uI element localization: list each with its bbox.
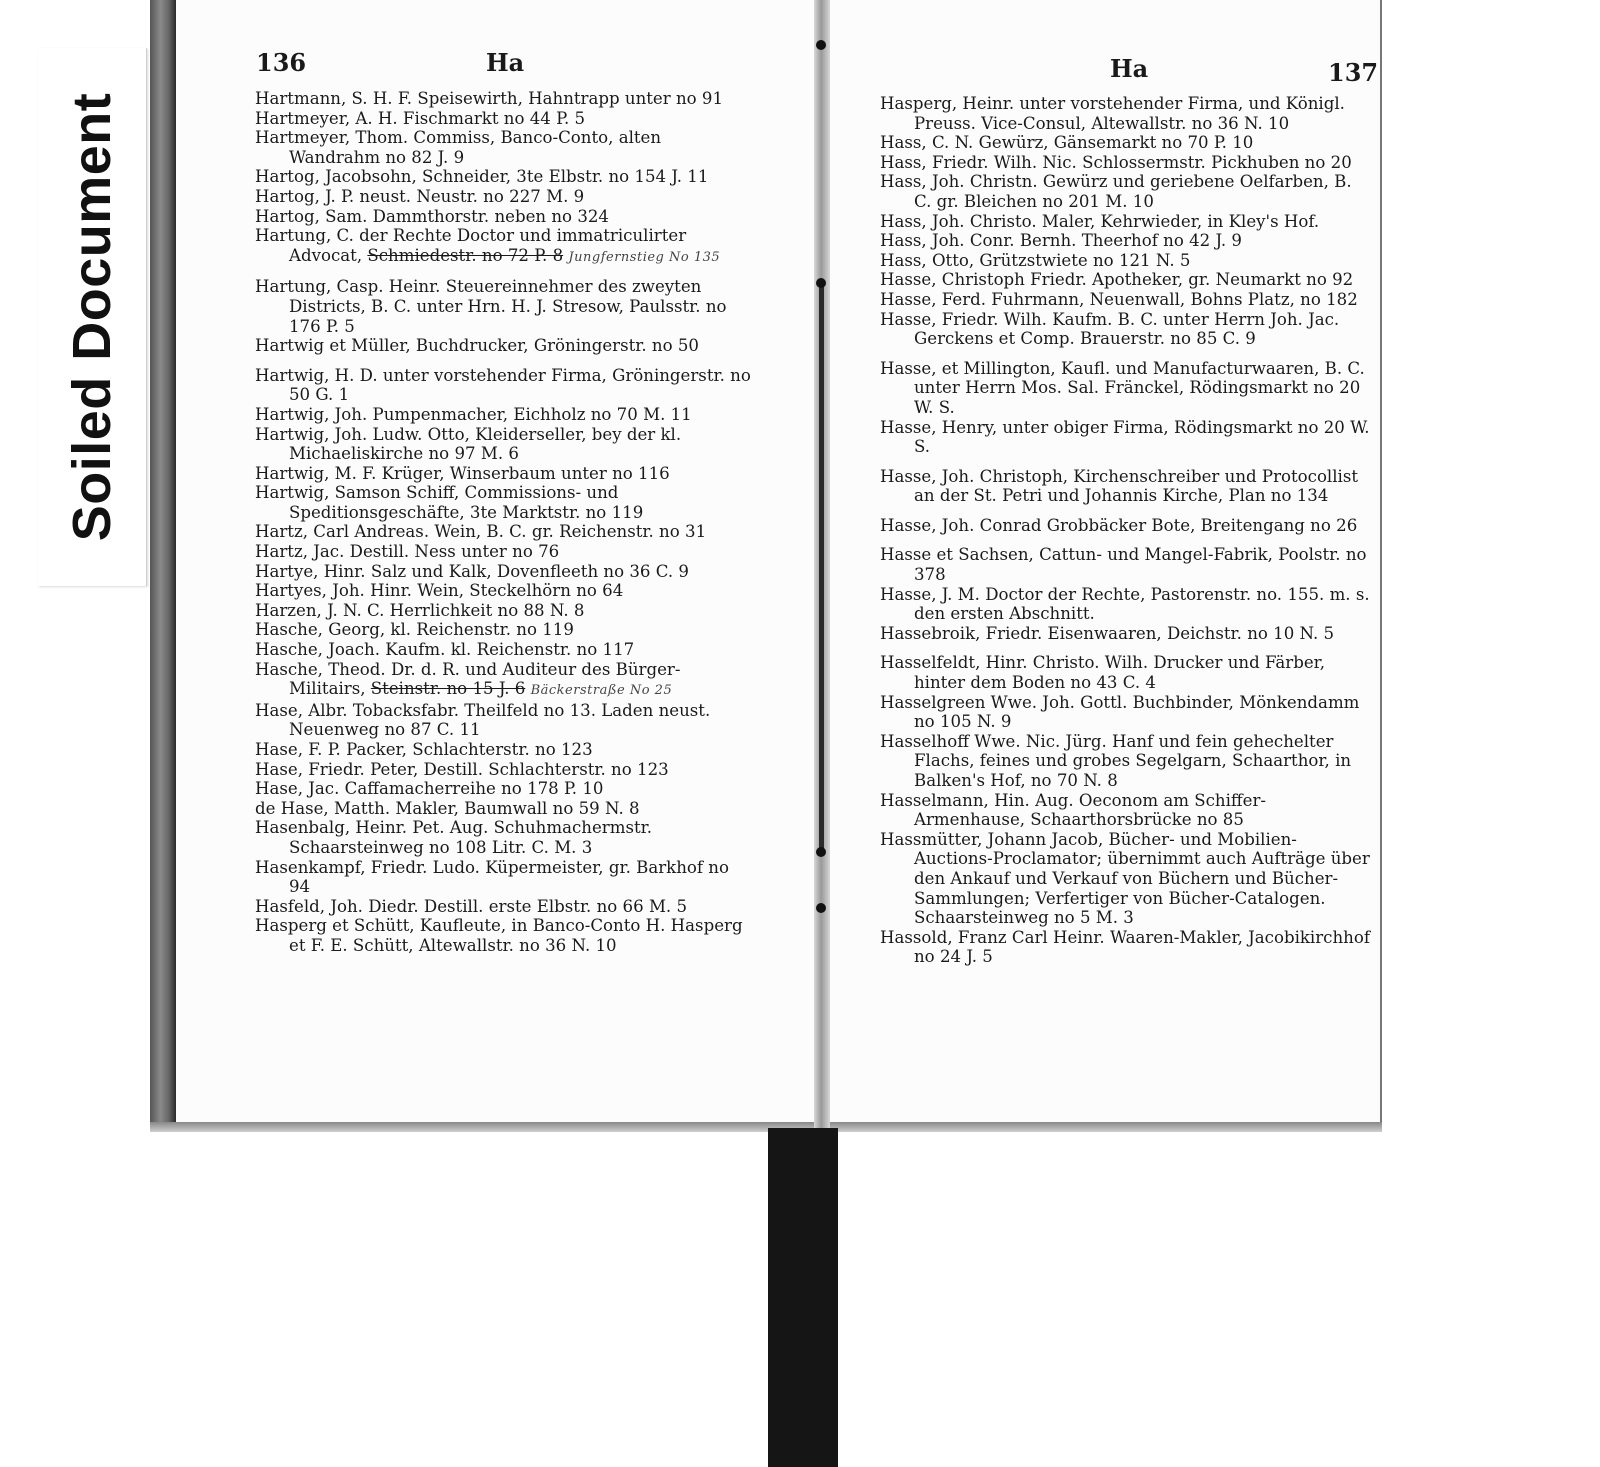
directory-entry <box>880 624 1370 644</box>
entry-text: Hartmann, S. H. F. Speisewirth, Hahntrapp unter no 91 <box>255 89 724 108</box>
entry-text: Hasenkampf, Friedr. Ludo. Küpermeister, gr. Barkhof no 94 <box>255 857 729 897</box>
entry-text: Hartwig et Müller, Buchdrucker, Gröningerstr. no 50 <box>255 336 699 356</box>
binding-knot <box>816 278 826 288</box>
struck-address: Steinstr. no 15 J. 6 <box>370 679 526 699</box>
directory-entry <box>880 791 1370 830</box>
entry-text: Hartwig, H. D. unter vorstehender Firma, Gröningerstr. no 50 G. 1 <box>255 365 751 405</box>
directory-entry <box>880 212 1370 232</box>
directory-entry <box>880 251 1370 271</box>
directory-entry <box>255 542 753 562</box>
bookmark-ribbon <box>768 1128 838 1467</box>
entry-text: Hasche, Joach. Kaufm. kl. Reichenstr. no 117 <box>255 640 635 660</box>
soiled-document-label <box>38 48 147 586</box>
entry-text: Hass, Joh. Christn. Gewürz und geriebene Oelfarben, B. C. gr. Bleichen no 201 M. 10 <box>880 172 1352 211</box>
entry-text: Hartwig, Joh. Ludw. Otto, Kleiderseller, bey der kl. Michaeliskirche no 97 M. 6 <box>255 424 682 464</box>
entry-text: Harzen, J. N. C. Herrlichkeit no 88 N. 8 <box>255 600 585 620</box>
entry-text: Hass, Friedr. Wilh. Nic. Schlossermstr. Pickhuben no 20 <box>880 152 1352 172</box>
entry-text: Hassebroik, Friedr. Eisenwaaren, Deichstr. no 10 N. 5 <box>880 623 1335 643</box>
directory-entry <box>880 231 1370 251</box>
binding-knot <box>816 903 826 913</box>
left-running-head: Ha <box>486 48 525 77</box>
entry-text: Hase, Albr. Tobacksfabr. Theilfeld no 13. Laden neust. Neuenweg no 87 C. 11 <box>255 700 711 740</box>
directory-entry <box>880 172 1370 211</box>
entry-text: Hasse, et Millington, Kaufl. und Manufacturwaaren, B. C. unter Herrn Mos. Sal. Fränckel, Rödingsmarkt no 20 W. S. <box>880 358 1365 417</box>
directory-entry <box>255 187 753 207</box>
entry-text: Hasselgreen Wwe. Joh. Gottl. Buchbinder, Mönkendamm no 105 N. 9 <box>880 692 1360 732</box>
directory-entry <box>255 522 753 542</box>
left-entries-list <box>255 89 753 956</box>
directory-entry <box>255 167 753 187</box>
directory-entry <box>255 226 753 267</box>
handwritten-note: Bäckerstraße No 25 <box>530 683 673 699</box>
directory-entry <box>880 653 1370 692</box>
entry-text: Hasse, Henry, unter obiger Firma, Rödingsmarkt no 20 W. S. <box>880 417 1370 457</box>
entry-text: Hartmeyer, A. H. Fischmarkt no 44 P. 5 <box>255 108 586 128</box>
entry-text: Hasselmann, Hin. Aug. Oeconom am Schiffer-Armenhause, Schaarthorsbrücke no 85 <box>880 790 1267 830</box>
entry-text: Hasche, Theod. Dr. d. R. und Auditeur des Bürger-Militairs, <box>255 659 681 699</box>
entry-text: Hasperg, Heinr. unter vorstehender Firma, und Königl. Preuss. Vice-Consul, Altewallstr. no 36 N. 10 <box>880 94 1345 133</box>
directory-entry <box>255 640 753 660</box>
directory-entry <box>255 336 753 356</box>
directory-entry <box>880 94 1370 133</box>
binding-knot <box>816 40 826 50</box>
directory-entry <box>880 732 1370 791</box>
left-page-number: 136 <box>256 48 307 77</box>
directory-entry <box>255 425 753 464</box>
directory-entry <box>255 760 753 780</box>
directory-entry <box>255 818 753 857</box>
directory-entry <box>255 779 753 799</box>
directory-entry <box>255 740 753 760</box>
right-running-head: Ha <box>1110 54 1149 83</box>
entry-text: Hass, Joh. Conr. Bernh. Theerhof no 42 J. 9 <box>880 231 1242 251</box>
entry-text: Hase, Jac. Caffamacherreihe no 178 P. 10 <box>255 779 604 799</box>
directory-entry <box>255 109 753 129</box>
entry-text: Hass, Joh. Christo. Maler, Kehrwieder, in Kley's Hof. <box>880 211 1320 231</box>
label-text: Soiled Document <box>62 92 122 542</box>
entry-text: Hasse, Joh. Christoph, Kirchenschreiber und Protocollist an der St. Petri und Johannis Kirche, Plan no 134 <box>880 466 1359 506</box>
directory-entry <box>255 483 753 522</box>
directory-entry <box>255 89 753 109</box>
entry-text: Hasse, Christoph Friedr. Apotheker, gr. Neumarkt no 92 <box>880 270 1354 290</box>
directory-entry <box>880 467 1370 506</box>
entry-text: Hasse, Joh. Conrad Grobbäcker Bote, Breitengang no 26 <box>880 515 1358 535</box>
directory-entry <box>255 277 753 336</box>
directory-entry <box>255 562 753 582</box>
entry-text: Hasperg et Schütt, Kaufleute, in Banco-Conto H. Hasperg et F. E. Schütt, Altewallstr. no 36 N. 10 <box>255 916 743 955</box>
entry-text: Hasse, J. M. Doctor der Rechte, Pastorenstr. no. 155. m. s. den ersten Abschnitt. <box>880 584 1370 624</box>
binding-knot <box>816 847 826 857</box>
directory-entry <box>880 830 1370 928</box>
directory-entry <box>255 128 753 167</box>
directory-entry <box>255 405 753 425</box>
entry-text: Hartz, Jac. Destill. Ness unter no 76 <box>255 542 560 562</box>
binding-thread <box>819 282 824 852</box>
entry-text: Hase, F. P. Packer, Schlachterstr. no 123 <box>255 740 593 759</box>
entry-text: de Hase, Matth. Makler, Baumwall no 59 N. 8 <box>255 798 640 818</box>
entry-text: Hasse et Sachsen, Cattun- und Mangel-Fabrik, Poolstr. no 378 <box>880 545 1367 585</box>
entry-text: Hasse, Ferd. Fuhrmann, Neuenwall, Bohns Platz, no 182 <box>880 289 1358 309</box>
entry-text: Hase, Friedr. Peter, Destill. Schlachterstr. no 123 <box>255 759 669 779</box>
directory-entry <box>880 153 1370 173</box>
entry-text: Hartog, Jacobsohn, Schneider, 3te Elbstr. no 154 J. 11 <box>255 167 709 187</box>
entry-text: Hasse, Friedr. Wilh. Kaufm. B. C. unter Herrn Joh. Jac. Gerckens et Comp. Brauerstr. no 85 C. 9 <box>880 309 1340 349</box>
directory-entry <box>255 897 753 917</box>
entry-text: Hartyes, Joh. Hinr. Wein, Steckelhörn no 64 <box>255 581 624 601</box>
entry-text: Hasselhoff Wwe. Nic. Jürg. Hanf und fein gehechelter Flachs, feines und grobes Segelgarn, Schaarthor, in Balken's Hof, no 70 N. 8 <box>880 731 1352 790</box>
struck-address: Schmiedestr. no 72 P. 8 <box>367 245 564 265</box>
directory-entry <box>880 359 1370 418</box>
entry-text: Hassold, Franz Carl Heinr. Waaren-Makler, Jacobikirchhof no 24 J. 5 <box>880 927 1370 967</box>
directory-entry <box>880 418 1370 457</box>
entry-text: Hasfeld, Joh. Diedr. Destill. erste Elbstr. no 66 M. 5 <box>255 896 688 916</box>
directory-entry <box>255 858 753 897</box>
entry-text: Hasche, Georg, kl. Reichenstr. no 119 <box>255 620 574 640</box>
directory-entry <box>255 366 753 405</box>
entry-text: Hartye, Hinr. Salz und Kalk, Dovenfleeth no 36 C. 9 <box>255 561 689 581</box>
book-spine-edge <box>150 0 176 1130</box>
directory-entry <box>255 620 753 640</box>
directory-entry <box>255 701 753 740</box>
directory-entry <box>255 601 753 621</box>
directory-entry <box>880 928 1370 967</box>
entry-text: Hartmeyer, Thom. Commiss, Banco-Conto, alten Wandrahm no 82 J. 9 <box>255 128 662 167</box>
directory-entry <box>255 916 753 955</box>
entry-text: Hasselfeldt, Hinr. Christo. Wilh. Drucker und Färber, hinter dem Boden no 43 C. 4 <box>880 653 1326 693</box>
right-page-number: 137 <box>1328 58 1379 87</box>
entry-text: Hartwig, M. F. Krüger, Winserbaum unter no 116 <box>255 463 670 483</box>
entry-text: Hasenbalg, Heinr. Pet. Aug. Schuhmachermstr. Schaarsteinweg no 108 Litr. C. M. 3 <box>255 818 653 857</box>
right-entries-list <box>880 94 1370 967</box>
directory-entry <box>880 545 1370 584</box>
entry-text: Hartwig, Joh. Pumpenmacher, Eichholz no 70 M. 11 <box>255 404 692 424</box>
directory-entry <box>255 207 753 227</box>
entry-text: Hartz, Carl Andreas. Wein, B. C. gr. Reichenstr. no 31 <box>255 522 707 542</box>
directory-entry <box>880 516 1370 536</box>
directory-entry <box>880 270 1370 290</box>
entry-text: Hassmütter, Johann Jacob, Bücher- und Mobilien-Auctions-Proclamator; übernimmt auch Aufträge über den Ankauf und Verkauf von Büchern und Bücher-Sammlungen; Verfertiger von Bücher-Catalogen. Schaarsteinweg no 5 M. 3 <box>880 829 1370 928</box>
directory-entry <box>880 585 1370 624</box>
entry-text: Hartog, J. P. neust. Neustr. no 227 M. 9 <box>255 186 585 206</box>
handwritten-note: Jungfernstieg No 135 <box>568 249 721 265</box>
entry-text: Hass, C. N. Gewürz, Gänsemarkt no 70 P. 10 <box>880 133 1254 153</box>
entry-text: Hartung, Casp. Heinr. Steuereinnehmer des zweyten Districts, B. C. unter Hrn. H. J. Stresow, Paulsstr. no 176 P. 5 <box>255 277 727 336</box>
entry-text: Hartung, C. der Rechte Doctor und immatriculirter Advocat, <box>255 226 687 265</box>
directory-entry <box>255 581 753 601</box>
directory-entry <box>255 799 753 819</box>
directory-entry <box>880 310 1370 349</box>
directory-entry <box>255 464 753 484</box>
entry-text: Hass, Otto, Grützstwiete no 121 N. 5 <box>880 250 1191 270</box>
entry-text: Hartwig, Samson Schiff, Commissions- und Speditionsgeschäfte, 3te Marktstr. no 119 <box>255 483 644 522</box>
directory-entry <box>880 290 1370 310</box>
entry-text: Hartog, Sam. Dammthorstr. neben no 324 <box>255 206 609 226</box>
page-bottom-edge <box>150 1122 1382 1132</box>
directory-entry <box>880 133 1370 153</box>
directory-entry <box>255 660 753 701</box>
directory-entry <box>880 693 1370 732</box>
